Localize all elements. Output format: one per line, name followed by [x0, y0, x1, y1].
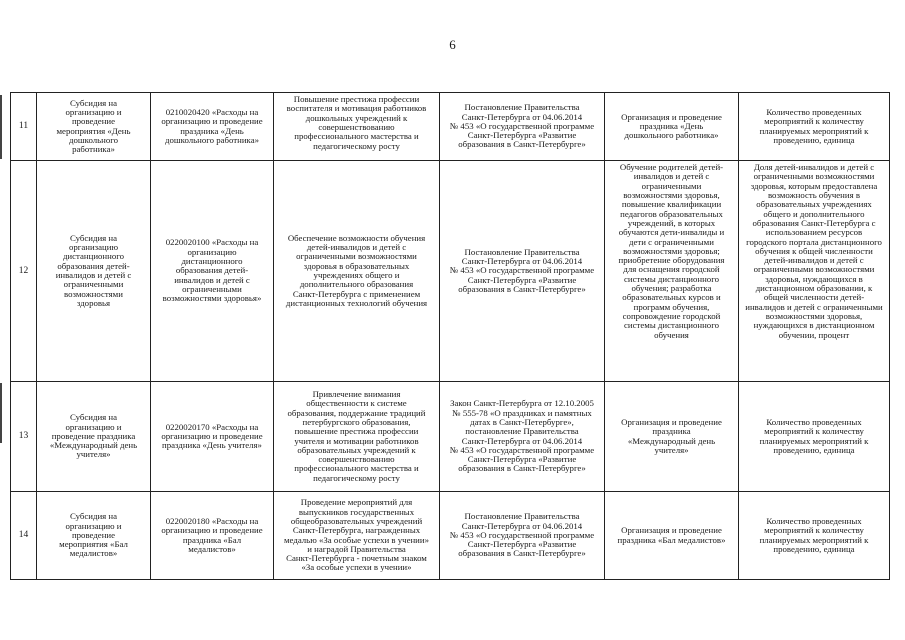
legal-basis: Закон Санкт-Петербурга от 12.10.2005 № 555-78 «О праздниках и памятных датах в Санкт-Петербурге», постановление Правительства Санкт-Петербурга от 04.06.2014 № 453 «О государственной программе Санкт-Петербурга «Развитие образования в Санкт-Петербурге»: [449, 398, 595, 474]
purpose-cell: [274, 492, 440, 580]
activity: Организация и проведение праздника «Бал медалистов»: [617, 525, 726, 545]
table-row: [11, 382, 890, 492]
legal-basis: Постановление Правительства Санкт-Петербурга от 04.06.2014 № 453 «О государственной программе Санкт-Петербурга «Развитие образования в Санкт-Петербурге»: [449, 102, 595, 150]
purpose-cell: [274, 93, 440, 161]
purpose-cell: [274, 382, 440, 492]
legal-basis-cell: [440, 161, 605, 382]
activity-cell: [605, 161, 739, 382]
budget-code: 0220020180 «Расходы на организацию и проведение праздника «Бал медалистов»: [161, 515, 263, 554]
subsidy-name-cell: [37, 161, 151, 382]
purpose: Проведение мероприятий для выпускников государственных общеобразовательных учреждений Санкт-Петербурга, награжденных медалью «За особые успехи в учении» и наградой Правительства Санкт-Петербурга - почетным знаком «За особые успехи в учении»: [283, 497, 429, 573]
budget-code-cell: [151, 93, 274, 161]
subsidy-name-cell: [37, 492, 151, 580]
row-number: 14: [11, 492, 37, 580]
row-number: 12: [11, 161, 37, 382]
activity-cell: [605, 93, 739, 161]
indicator: Доля детей-инвалидов и детей с ограниченными возможностями здоровья, которым предоставлена возможность обучения в образовательных учреждениях общего и дополнительного образования Санкт-Петербурга с использованием ресурсов городского портала дистанционного обучения к общей численности детей-инвалидов и детей с ограниченными возможностями здоровья, нуждающихся в дистанционном образовании, к общей численности детей- инвалидов и детей с ограниченными возможностями здоровья, нуждающихся в дистанционном обучении, процент: [745, 162, 883, 340]
indicator: Количество проведенных мероприятий к количеству планируемых мероприятий к проведению, единица: [759, 106, 869, 145]
subsidies-table: [10, 92, 890, 580]
budget-code: 0220020170 «Расходы на организацию и проведение праздника «День учителя»: [161, 421, 263, 451]
scan-edge-mark: [0, 383, 2, 443]
activity-cell: [605, 382, 739, 492]
table-row: [11, 161, 890, 382]
table-row: [11, 492, 890, 580]
indicator-cell: [739, 161, 890, 382]
indicator-cell: [739, 382, 890, 492]
subsidy-name: Субсидия на организацию дистанционного образования детей- инвалидов и детей с ограниченными возможностями здоровья: [55, 232, 132, 308]
budget-code-cell: [151, 161, 274, 382]
page-number: 6: [449, 37, 456, 52]
subsidy-name-cell: [37, 93, 151, 161]
indicator-cell: [739, 492, 890, 580]
activity: Организация и проведение праздника «День дошкольного работника»: [621, 111, 722, 141]
activity: Обучение родителей детей- инвалидов и детей с ограниченными возможностями здоровья, повышение квалификации педагогов образовательных учреждений, в которых обучаются дети-инвалиды и дети с ограниченными возможностями здоровья; приобретение оборудования для оснащения городской системы дистанционного обучения; разработка образовательных курсов и программ обучения, сопровождение городской системы дистанционного обучения: [618, 162, 725, 340]
purpose: Привлечение внимания общественности к системе образования, поддержание традиций петербургского образования, повышение престижа профессии учителя и мотивации работников образовательных учреждений к совершенствованию профессионального мастерства и педагогическому росту: [287, 388, 426, 483]
indicator-cell: [739, 93, 890, 161]
subsidy-name: Субсидия на организацию и проведение праздника «Международный день учителя»: [49, 412, 138, 460]
budget-code: 0220020100 «Расходы на организацию дистанционного образования детей- инвалидов и детей с ограниченными возможностями здоровья»: [162, 237, 262, 304]
table-row: [11, 93, 890, 161]
subsidy-name: Субсидия на организацию и проведение мероприятия «День дошкольного работника»: [56, 97, 131, 155]
budget-code-cell: [151, 382, 274, 492]
subsidy-name: Субсидия на организацию и проведение мероприятия «Бал медалистов»: [59, 511, 128, 559]
purpose: Обеспечение возможности обучения детей-инвалидов и детей с ограниченными возможностями здоровья в образовательных учреждениях общего и дополнительного образования Санкт-Петербурга с применением дистанционных технологий обучения: [285, 232, 428, 308]
subsidy-name-cell: [37, 382, 151, 492]
row-number: 13: [11, 382, 37, 492]
purpose: Повышение престижа профессии воспитателя и мотивация работников дошкольных учреждений к совершенствованию профессионального мастерства и педагогическому росту: [286, 94, 427, 151]
activity: Организация и проведение праздника «Международный день учителя»: [621, 416, 722, 455]
purpose-cell: [274, 161, 440, 382]
indicator: Количество проведенных мероприятий к количеству планируемых мероприятий к проведению, единица: [759, 416, 869, 455]
scan-edge-mark: [0, 95, 2, 159]
activity-cell: [605, 492, 739, 580]
budget-code: 0210020420 «Расходы на организацию и проведение праздника «День дошкольного работника»: [161, 106, 263, 145]
indicator: Количество проведенных мероприятий к количеству планируемых мероприятий к проведению, единица: [759, 515, 869, 554]
legal-basis-cell: [440, 492, 605, 580]
budget-code-cell: [151, 492, 274, 580]
row-number: 11: [11, 93, 37, 161]
legal-basis: Постановление Правительства Санкт-Петербурга от 04.06.2014 № 453 «О государственной программе Санкт-Петербурга «Развитие образования в Санкт-Петербурге»: [449, 511, 595, 559]
legal-basis-cell: [440, 382, 605, 492]
legal-basis: Постановление Правительства Санкт-Петербурга от 04.06.2014 № 453 «О государственной программе Санкт-Петербурга «Развитие образования в Санкт-Петербурге»: [449, 246, 595, 294]
legal-basis-cell: [440, 93, 605, 161]
